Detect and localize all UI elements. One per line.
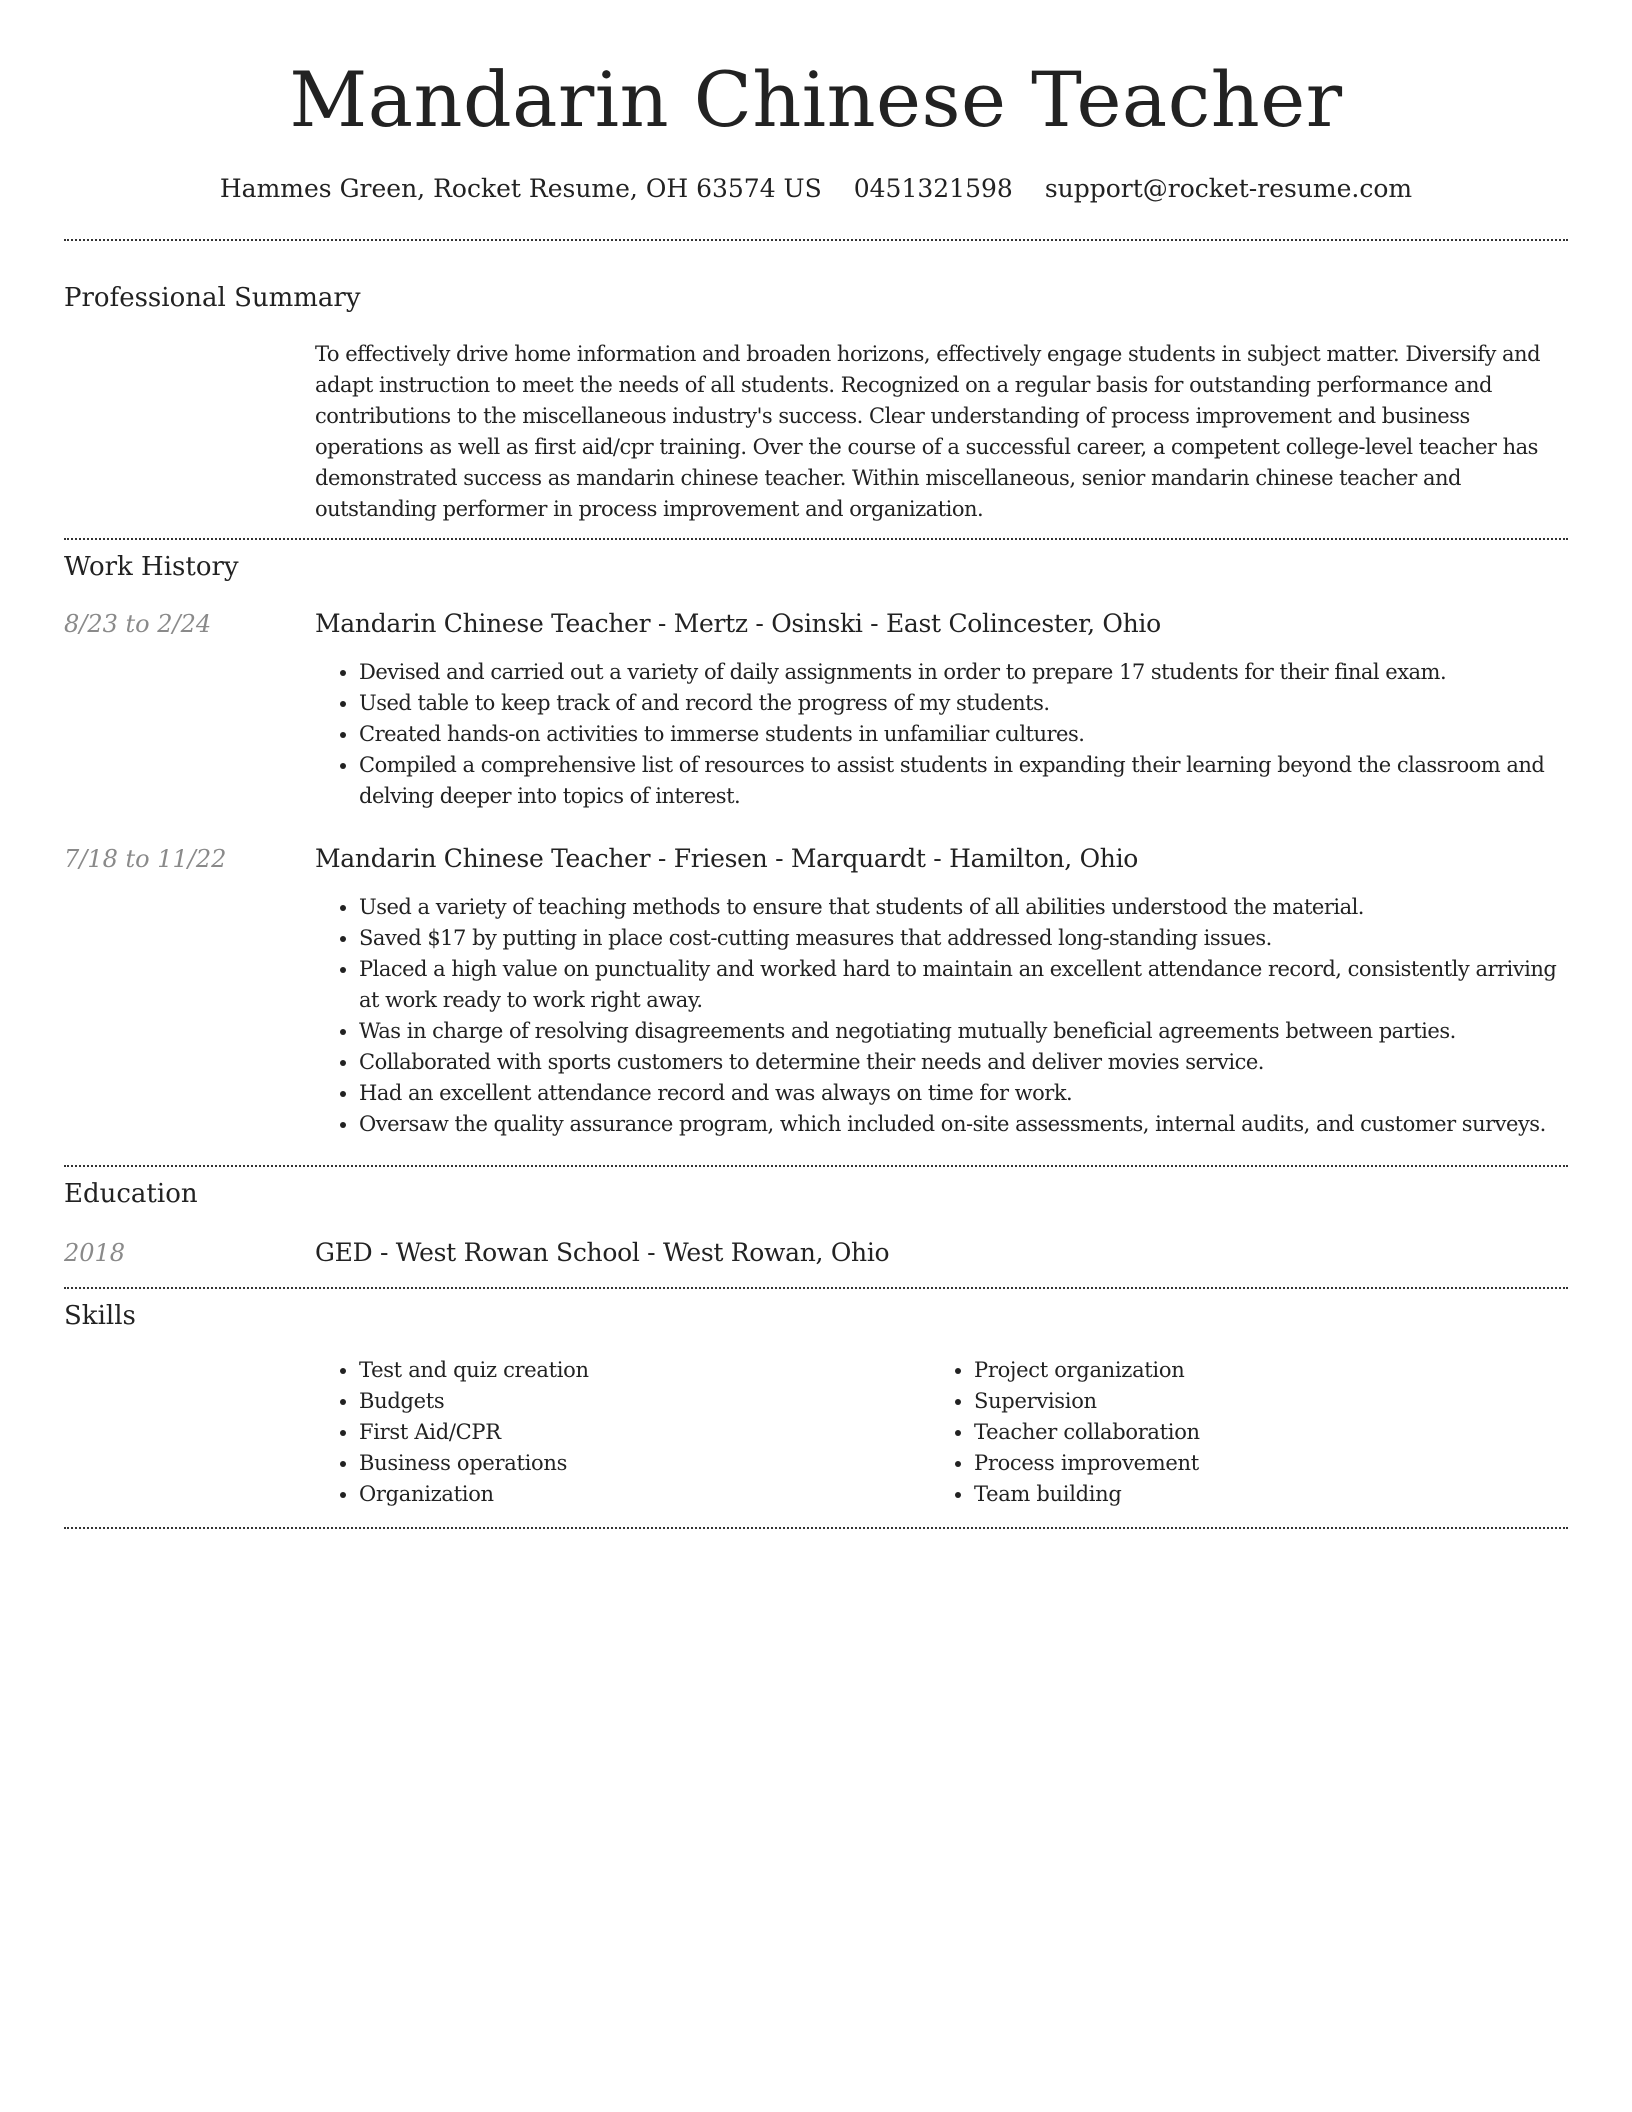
divider xyxy=(64,1165,1568,1167)
skill-item: • Organization xyxy=(359,1479,919,1510)
skill-item: • Budgets xyxy=(359,1386,919,1417)
job-dates: 8/23 to 2/24 xyxy=(64,610,212,638)
contact-email: support@rocket-resume.com xyxy=(1044,174,1413,203)
skill-item: • First Aid/CPR xyxy=(359,1417,919,1448)
job-heading: Mandarin Chinese Teacher - Mertz - Osinski - East Colincester, Ohio xyxy=(315,609,1161,638)
job-bullets xyxy=(315,892,1569,1140)
job-bullet: • Oversaw the quality assurance program, which included on-site assessments, internal audits, and customer surveys. xyxy=(359,1109,1569,1140)
section-title-education: Education xyxy=(64,1179,198,1209)
skills-list-left xyxy=(315,1355,919,1510)
education-year: 2018 xyxy=(64,1239,126,1267)
job-bullet: • Was in charge of resolving disagreements and negotiating mutually beneficial agreements between parties. xyxy=(359,1016,1569,1047)
job-dates: 7/18 to 11/22 xyxy=(64,845,227,873)
summary-text: To effectively drive home information and broaden horizons, effectively engage students in subject matter. Diversify and adapt instruction to meet the needs of all students. Recognized on a regular basis for outstanding performance and contributions to the miscellaneous industry's success. Clear understanding of process improvement and business operations as well as first aid/cpr training. Over the course of a successful career, a competent college-level teacher has demonstrated success as mandarin chinese teacher. Within miscellaneous, senior mandarin chinese teacher and outstanding performer in process improvement and organization. xyxy=(315,342,1541,521)
skill-item: • Teacher collaboration xyxy=(974,1417,1574,1448)
job-bullet: • Placed a high value on punctuality and worked hard to maintain an excellent attendance record, consistently arriving at work ready to work right away. xyxy=(359,954,1569,1016)
skill-item: • Test and quiz creation xyxy=(359,1355,919,1386)
divider xyxy=(64,239,1568,241)
contact-phone: 0451321598 xyxy=(853,174,1013,203)
job-bullet: • Used table to keep track of and record the progress of my students. xyxy=(359,688,1569,719)
job-bullet: • Saved $17 by putting in place cost-cutting measures that addressed long-standing issues. xyxy=(359,923,1569,954)
education-heading: GED - West Rowan School - West Rowan, Ohio xyxy=(315,1238,890,1267)
job-bullet: • Used a variety of teaching methods to ensure that students of all abilities understood the material. xyxy=(359,892,1569,923)
job-bullet: • Devised and carried out a variety of daily assignments in order to prepare 17 students for their final exam. xyxy=(359,657,1569,688)
skill-item: • Team building xyxy=(974,1479,1574,1510)
job-bullet: • Collaborated with sports customers to determine their needs and deliver movies service. xyxy=(359,1047,1569,1078)
job-bullet: • Had an excellent attendance record and was always on time for work. xyxy=(359,1078,1569,1109)
section-title-work: Work History xyxy=(64,552,239,582)
divider xyxy=(64,1287,1568,1289)
job-bullet: • Created hands-on activities to immerse students in unfamiliar cultures. xyxy=(359,719,1569,750)
contact-line xyxy=(64,171,1568,207)
job-bullets xyxy=(315,657,1569,812)
divider xyxy=(64,1527,1568,1529)
divider xyxy=(64,538,1568,540)
skill-item: • Project organization xyxy=(974,1355,1574,1386)
skill-item: • Process improvement xyxy=(974,1448,1574,1479)
job-bullet: • Compiled a comprehensive list of resources to assist students in expanding their learning beyond the classroom and delving deeper into topics of interest. xyxy=(359,750,1569,812)
contact-address: Hammes Green, Rocket Resume, OH 63574 US xyxy=(219,174,822,203)
skill-item: • Supervision xyxy=(974,1386,1574,1417)
job-heading: Mandarin Chinese Teacher - Friesen - Marquardt - Hamilton, Ohio xyxy=(315,844,1139,873)
candidate-name: Mandarin Chinese Teacher xyxy=(289,55,1343,144)
skill-item: • Business operations xyxy=(359,1448,919,1479)
section-title-skills: Skills xyxy=(64,1301,136,1331)
skills-list-right xyxy=(930,1355,1574,1510)
section-title-summary: Professional Summary xyxy=(64,283,361,313)
